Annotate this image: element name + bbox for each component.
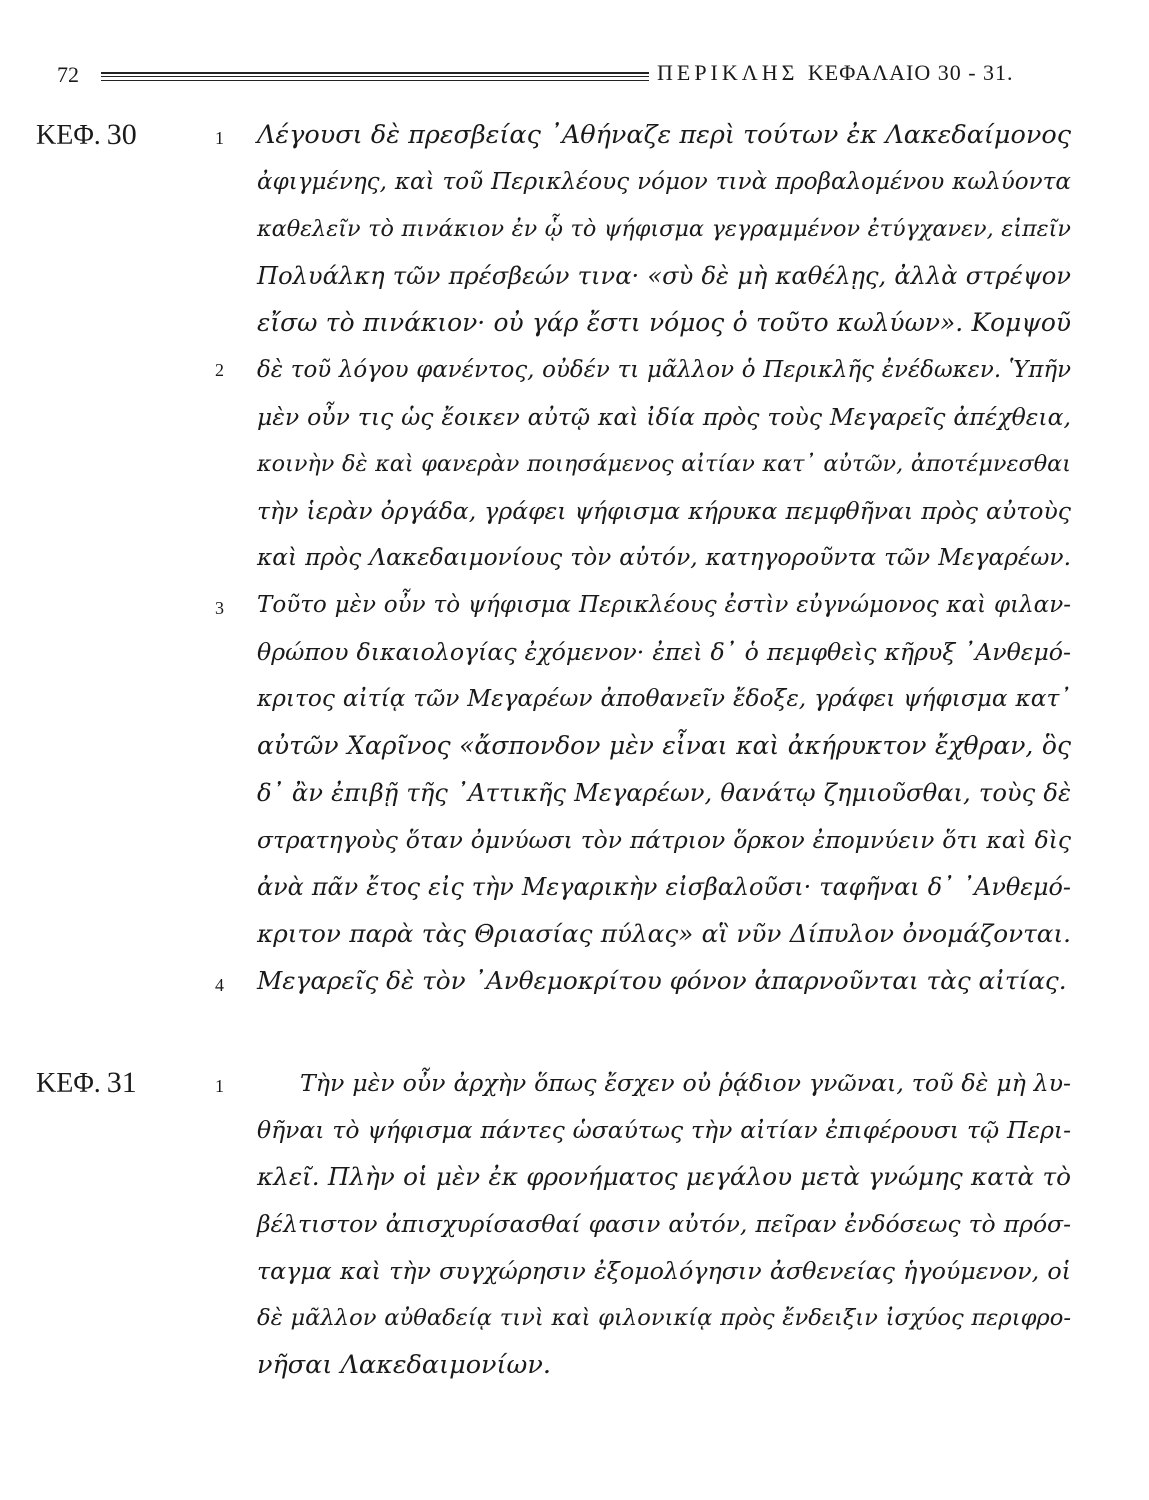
section-number: 1 <box>215 1076 224 1096</box>
text-line: κριτον παρὰ τὰς Θριασίας πύλας» αἳ νῦν Δίπυλον ὀνομάζονται. <box>257 919 1071 948</box>
text-line: ἀνὰ πᾶν ἔτος εἰς τὴν Μεγαρικὴν εἰσβαλοῦσι· ταφῆναι δ᾽ ᾽Ανθεμό- <box>257 873 1071 901</box>
text-line: Λέγουσι δὲ πρεσβείας ᾽Αθήναζε περὶ τούτων ἐκ Λακεδαίμονος <box>257 120 1071 150</box>
text-line: τὴν ἱερὰν ὀργάδα, γράφει ψήφισμα κήρυκα πεμφθῆναι πρὸς αὐτοὺς <box>257 497 1071 525</box>
text-line: δὲ τοῦ λόγου φανέντος, οὐδέν τι μᾶλλον ὁ Περικλῆς ἐνέδωκεν. Ὑπῆν <box>257 357 1071 383</box>
chapter-number: 30 <box>106 118 137 151</box>
text-line: Πολυάλκη τῶν πρέσβεών τινα· «σὺ δὲ μὴ καθέλῃς, ἀλλὰ στρέψον <box>257 262 1071 290</box>
text-line: νῆσαι Λακεδαιμονίων. <box>257 1350 551 1380</box>
chapter-label-text: ΚΕΦ. <box>36 120 101 151</box>
header-rule <box>101 72 649 81</box>
section-number: 3 <box>215 598 224 618</box>
chapter-label-text: ΚΕΦ. <box>36 1068 101 1099</box>
chapter-number: 31 <box>106 1066 137 1099</box>
text-line: στρατηγοὺς ὅταν ὀμνύωσι τὸν πάτριον ὅρκον ἐπομνύειν ὅτι καὶ δὶς <box>257 826 1071 854</box>
section-number: 2 <box>215 360 224 380</box>
text-line: καὶ πρὸς Λακεδαιμονίους τὸν αὐτόν, κατηγοροῦντα τῶν Μεγαρέων. <box>257 544 1071 571</box>
chapter-label-30 <box>36 118 137 152</box>
text-line: κοινὴν δὲ καὶ φανερὰν ποιησάμενος αἰτίαν κατ᾽ αὐτῶν, ἀποτέμνεσθαι <box>257 451 1071 477</box>
section-number: 1 <box>215 128 224 148</box>
running-header <box>57 58 1082 92</box>
page-number: 72 <box>57 62 79 87</box>
text-line: ἀφιγμένης, καὶ τοῦ Περικλέους νόμον τινὰ προβαλομένου κωλύοντα <box>257 169 1071 195</box>
text-line: βέλτιστον ἀπισχυρίσασθαί φασιν αὐτόν, πεῖραν ἐνδόσεως τὸ πρόσ- <box>257 1210 1071 1238</box>
text-line: Μεγαρεῖς δὲ τὸν ᾽Ανθεμοκρίτου φόνον ἀπαρνοῦνται τὰς αἰτίας. <box>257 966 1067 995</box>
text-line: κλεῖ. Πλὴν οἱ μὲν ἐκ φρονήματος μεγάλου μετὰ γνώμης κατὰ τὸ <box>257 1162 1071 1191</box>
text-line: ταγμα καὶ τὴν συγχώρησιν ἐξομολόγησιν ἀσθενείας ἡγούμενον, οἱ <box>257 1257 1071 1285</box>
text-line: καθελεῖν τὸ πινάκιον ἐν ᾧ τὸ ψήφισμα γεγραμμένον ἐτύγχανεν, εἰπεῖν <box>257 216 1071 242</box>
text-line: εἴσω τὸ πινάκιον· οὐ γάρ ἔστι νόμος ὁ τοῦτο κωλύων». Κομψοῦ <box>257 308 1071 337</box>
chapter-label-31 <box>36 1066 137 1100</box>
section-number: 4 <box>215 975 224 995</box>
text-line: θρώπου δικαιολογίας ἐχόμενον· ἐπεὶ δ᾽ ὁ πεμφθεὶς κῆρυξ ᾽Ανθεμό- <box>257 638 1071 666</box>
text-line: Τοῦτο μὲν οὖν τὸ ψήφισμα Περικλέους ἐστὶν εὐγνώμονος καὶ φιλαν- <box>257 592 1071 618</box>
text-line: Τὴν μὲν οὖν ἀρχὴν ὅπως ἔσχεν οὐ ῥᾴδιον γνῶναι, τοῦ δὲ μὴ λυ- <box>300 1069 1071 1097</box>
running-title <box>657 60 1014 86</box>
text-line: κριτος αἰτίᾳ τῶν Μεγαρέων ἀποθανεῖν ἔδοξε, γράφει ψήφισμα κατ᾽ <box>257 685 1071 712</box>
text-line: δὲ μᾶλλον αὐθαδείᾳ τινὶ καὶ φιλονικίᾳ πρὸς ἔνδειξιν ἰσχύος περιφρο- <box>257 1305 1071 1331</box>
header-chapter-ref: ΚΕΦΑΛΑΙΟ 30 - 31. <box>807 60 1014 85</box>
text-line: δ᾽ ἂν ἐπιβῇ τῆς ᾽Αττικῆς Μεγαρέων, θανάτῳ ζημιοῦσθαι, τοὺς δὲ <box>257 778 1071 807</box>
book-title: ΠΕΡΙΚΛΗΣ <box>657 60 799 85</box>
text-line: θῆναι τὸ ψήφισμα πάντες ὡσαύτως τὴν αἰτίαν ἐπιφέρουσι τῷ Περι- <box>257 1116 1071 1144</box>
text-line: μὲν οὖν τις ὡς ἔοικεν αὐτῷ καὶ ἰδία πρὸς τοὺς Μεγαρεῖς ἀπέχθεια, <box>257 403 1071 431</box>
text-line: αὐτῶν Χαρῖνος «ἄσπονδον μὲν εἶναι καὶ ἀκήρυκτον ἔχθραν, ὃς <box>257 731 1071 760</box>
